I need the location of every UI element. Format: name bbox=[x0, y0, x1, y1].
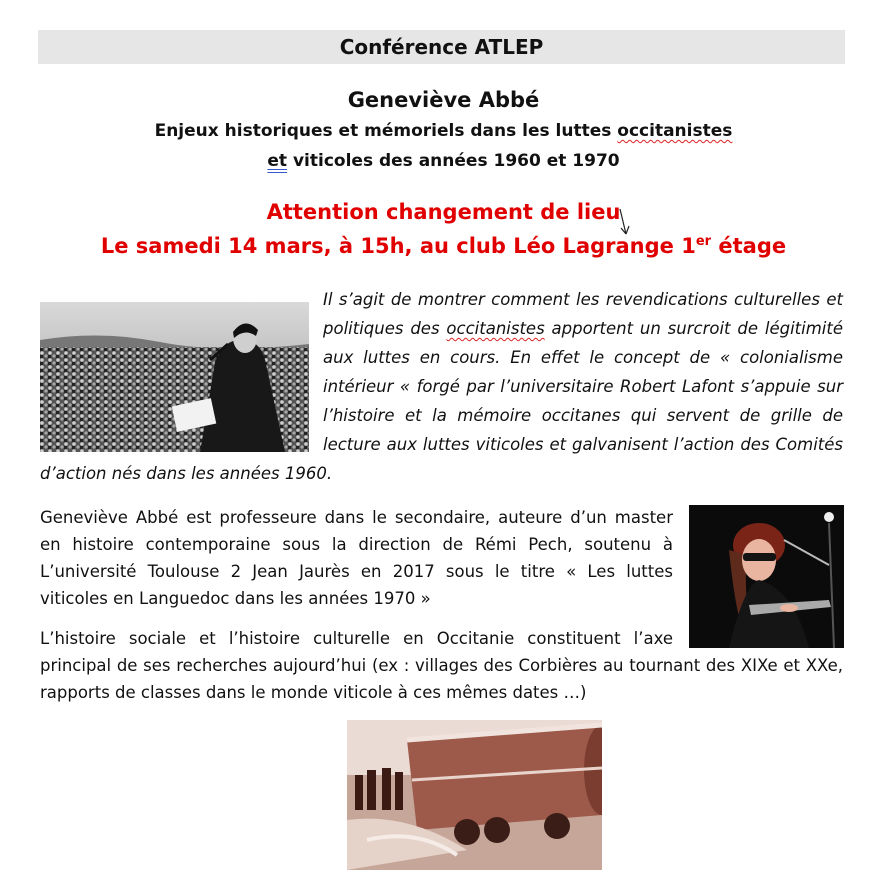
event-title: Conférence ATLEP bbox=[339, 35, 544, 59]
spellcheck-word: occitanistes bbox=[446, 319, 545, 338]
biography-paragraph: Geneviève Abbé est professeure dans le secondaire, auteure d’un master en histoire contemporaine sous la direction de Rémi Pech, soutenu à L’université Toulouse 2 Jean Jaurès en 2017 sous le titre « Les luttes viticoles en Languedoc dans les années 1970 » bbox=[40, 508, 673, 608]
abstract-paragraph: Il s’agit de montrer comment les revendications culturelles et politiques des occitanistes apportent un surcroit de légitimité aux luttes en cours. En effet le concept de « colonialisme intérieur « forgé par l’universitaire Robert Lafont s’appuie sur l’histoire et la mémoire occitanes qui servent de grille de lecture aux luttes viticoles et galvanisent l’action des Comités d’action nés dans les années 1960. bbox=[40, 285, 843, 488]
speaker-name: Geneviève Abbé bbox=[347, 88, 540, 112]
event-date-venue: Le samedi 14 mars, à 15h, au club Léo Lagrange 1er étage bbox=[100, 234, 787, 258]
image-wrap-spacer bbox=[40, 285, 323, 435]
talk-title-line2: et viticoles des années 1960 et 1970 bbox=[267, 151, 620, 171]
grammar-word: et bbox=[267, 151, 288, 171]
venue-change-notice: Attention changement de lieu bbox=[266, 200, 621, 224]
mouse-pointer-icon bbox=[618, 208, 632, 238]
image-wrap-spacer bbox=[673, 625, 843, 652]
research-paragraph: L’histoire sociale et l’histoire culturelle en Occitanie constituent l’axe principal de ses recherches aujourd’hui (ex : villages des Corbières au tournant des XIXe et XXe, rapports de classes dans le monde viticole à ces mêmes dates …) bbox=[40, 625, 843, 706]
tanker-truck-photo bbox=[347, 720, 602, 870]
event-title-band bbox=[38, 30, 845, 64]
talk-title-line1: Enjeux historiques et mémoriels dans les luttes occitanistes bbox=[154, 121, 733, 141]
spellcheck-word: occitanistes bbox=[617, 121, 733, 141]
